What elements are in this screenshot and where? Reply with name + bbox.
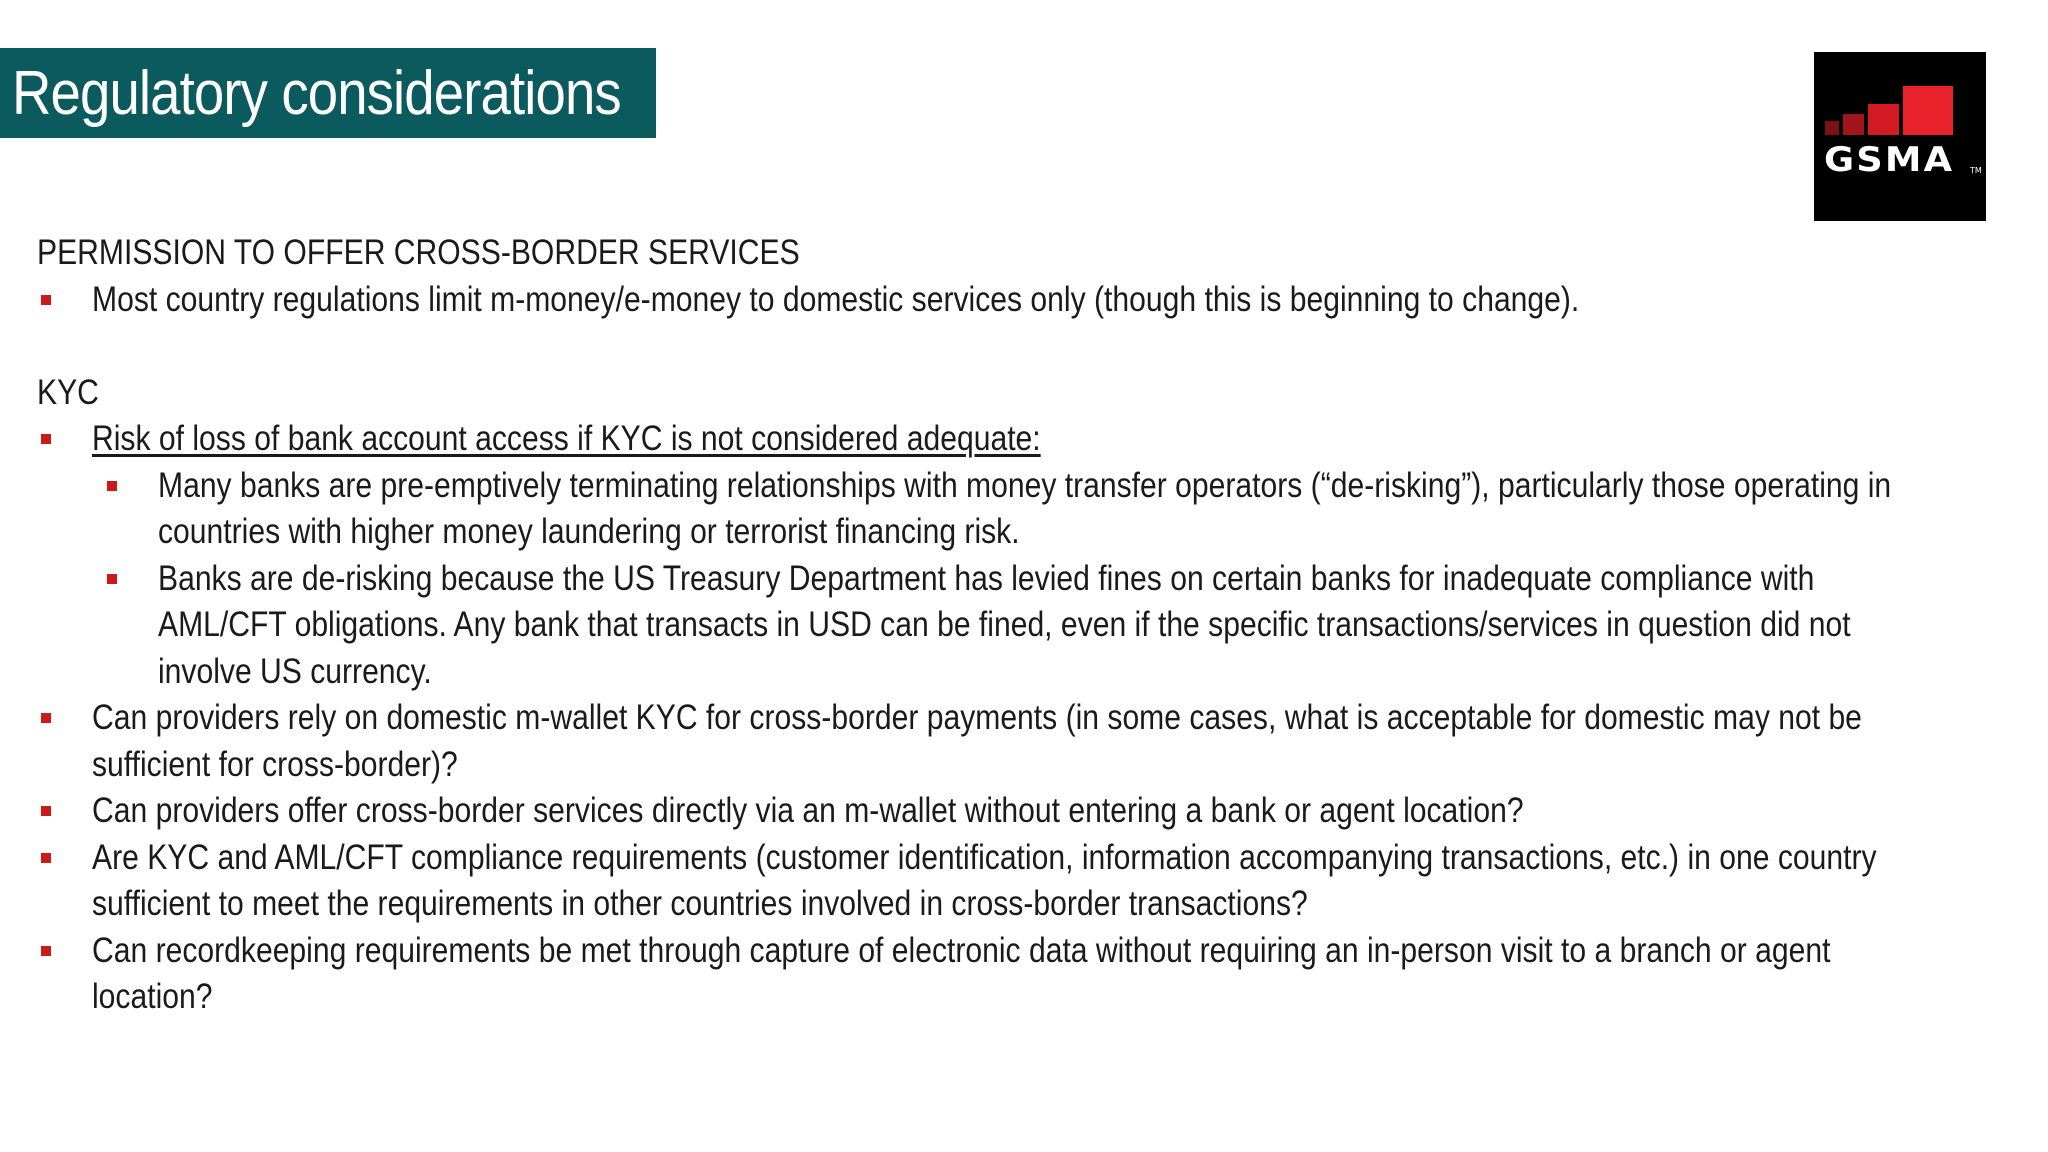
bullet-text: AML/CFT obligations. Any bank that transacts in USD can be fined, even if the specific transactions/services in question did not <box>158 605 1851 644</box>
gsma-logo <box>1814 52 1986 221</box>
bullet-text: sufficient to meet the requirements in other countries involved in cross-border transactions? <box>92 884 1308 923</box>
logo-trademark: TM <box>1970 166 1982 175</box>
bullet-item <box>37 928 2017 1021</box>
bullet-square-icon <box>41 853 51 863</box>
bullet-item <box>37 695 2017 788</box>
bullet-text: location? <box>92 977 213 1016</box>
bullet-text: Many banks are pre-emptively terminating relationships with money transfer operators (“de-risking”), particularly those operating in <box>158 465 1892 505</box>
logo-square-4 <box>1903 86 1953 135</box>
logo-square-1 <box>1825 121 1839 135</box>
bullet-item <box>37 416 2017 463</box>
bullet-item <box>37 835 2017 928</box>
slide-title-bar <box>0 48 656 138</box>
bullet-text: Can providers rely on domestic m-wallet KYC for cross-border payments (in some cases, what is acceptable for domestic may not be <box>92 698 1862 737</box>
sub-bullet-item <box>37 463 2017 556</box>
bullet-text: Can providers offer cross-border services directly via an m-wallet without entering a bank or agent location? <box>92 791 1524 830</box>
bullet-text: Are KYC and AML/CFT compliance requirements (customer identification, information accompanying transactions, etc.) in one country <box>92 837 1877 877</box>
bullet-item <box>37 277 2017 324</box>
section-heading-kyc: KYC <box>37 372 99 412</box>
bullet-text: Risk of loss of bank account access if KYC is not considered adequate: <box>92 419 1041 458</box>
logo-square-2 <box>1843 114 1864 135</box>
section-heading-permission: PERMISSION TO OFFER CROSS-BORDER SERVICES <box>37 233 800 272</box>
bullet-text: countries with higher money laundering or terrorist financing risk. <box>158 512 1020 551</box>
slide-body <box>37 230 2017 1021</box>
bullet-text: involve US currency. <box>158 651 432 691</box>
bullet-text: Can recordkeeping requirements be met through capture of electronic data without requiring an in-person visit to a branch or agent <box>92 930 1831 970</box>
slide-title: Regulatory considerations <box>12 58 621 128</box>
bullet-square-icon <box>41 713 51 723</box>
bullet-square-icon <box>107 481 117 491</box>
bullet-square-icon <box>41 946 51 956</box>
bullet-text: Banks are de-risking because the US Treasury Department has levied fines on certain banks for inadequate compliance with <box>158 558 1815 598</box>
bullet-text: sufficient for cross-border)? <box>92 744 458 784</box>
bullet-text: Most country regulations limit m-money/e-money to domestic services only (though this is beginning to change). <box>92 279 1580 319</box>
logo-wordmark: GSMA <box>1824 140 1955 180</box>
logo-square-3 <box>1868 104 1899 135</box>
bullet-square-icon <box>41 434 51 444</box>
bullet-square-icon <box>41 295 51 305</box>
bullet-square-icon <box>41 806 51 816</box>
bullet-item <box>37 788 2017 835</box>
sub-bullet-item <box>37 556 2017 696</box>
bullet-square-icon <box>107 574 117 584</box>
